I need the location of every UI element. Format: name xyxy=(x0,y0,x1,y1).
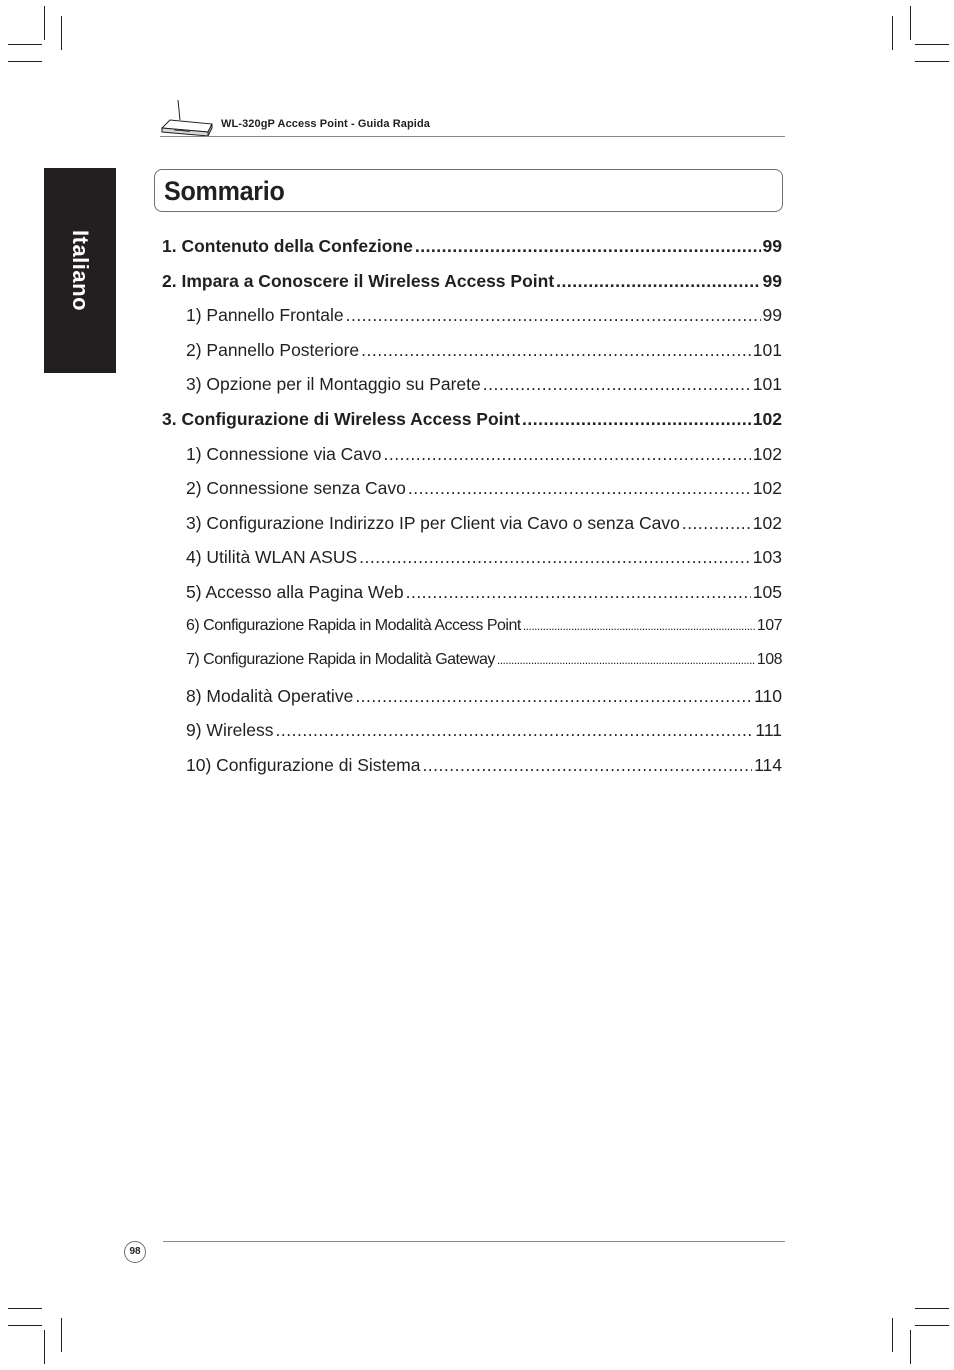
crop-mark xyxy=(8,44,42,45)
crop-mark xyxy=(915,44,949,45)
toc-entry-text: 5) Accesso alla Pagina Web xyxy=(186,581,404,602)
toc-entry[interactable] xyxy=(162,444,782,479)
toc-entry[interactable] xyxy=(162,755,782,790)
crop-mark xyxy=(910,6,911,40)
page-number-badge: 98 xyxy=(124,1241,146,1263)
toc-entry[interactable] xyxy=(162,478,782,513)
toc-entry[interactable] xyxy=(162,582,782,617)
toc-page-number: 101 xyxy=(752,339,782,360)
toc-entry[interactable] xyxy=(162,651,782,686)
toc-page-number: 111 xyxy=(755,720,782,741)
toc-entry-text: 4) Utilità WLAN ASUS xyxy=(186,547,358,568)
toc-page-number: 102 xyxy=(752,408,782,429)
toc-page-number: 103 xyxy=(752,547,782,568)
crop-mark xyxy=(8,61,42,62)
toc-entry-text: 9) Wireless xyxy=(186,720,274,741)
title-box xyxy=(154,169,783,212)
dot-leader xyxy=(497,653,755,667)
document-title: WL-320gP Access Point - Guida Rapida xyxy=(221,118,430,130)
toc-entry-text: 7) Configurazione Rapida in Modalità Gateway xyxy=(186,651,495,669)
crop-mark xyxy=(915,1308,949,1309)
toc-entry[interactable] xyxy=(162,513,782,548)
toc-entry[interactable] xyxy=(162,547,782,582)
toc-page-number: 99 xyxy=(762,270,782,291)
router-device-icon xyxy=(160,98,216,138)
crop-mark xyxy=(61,1318,62,1352)
dot-leader xyxy=(682,513,751,534)
dot-leader xyxy=(422,755,752,776)
dot-leader xyxy=(522,409,751,430)
toc-page-number: 99 xyxy=(762,236,782,256)
crop-mark xyxy=(915,1325,949,1326)
toc-page-number: 108 xyxy=(756,651,782,669)
toc-page-number: 110 xyxy=(754,685,782,706)
toc-page-number: 105 xyxy=(752,581,782,602)
header-rule xyxy=(160,136,785,137)
footer-rule xyxy=(163,1241,785,1242)
toc-entry-text: 6) Configurazione Rapida in Modalità Access Point xyxy=(186,616,521,634)
toc-entry-text: 3) Configurazione Indirizzo IP per Client via Cavo o senza Cavo xyxy=(186,512,680,533)
toc-entry-text: 2) Connessione senza Cavo xyxy=(186,478,406,499)
toc-entry-text: 1) Pannello Frontale xyxy=(186,305,344,326)
toc-entry[interactable] xyxy=(162,305,782,340)
toc-page-number: 107 xyxy=(756,616,782,634)
toc-entry-text: 1. Contenuto della Confezione xyxy=(162,236,413,256)
toc-entry-text: 2. Impara a Conoscere il Wireless Access Point xyxy=(162,270,555,291)
dot-leader xyxy=(523,619,755,633)
dot-leader xyxy=(483,374,751,395)
dot-leader xyxy=(361,340,751,361)
toc-entry-text: 2) Pannello Posteriore xyxy=(186,339,360,360)
toc-entry-text: 3. Configurazione di Wireless Access Point xyxy=(162,408,521,429)
toc-page-number: 102 xyxy=(752,478,782,499)
dot-leader xyxy=(346,305,761,326)
toc-page-number: 99 xyxy=(762,305,782,326)
crop-mark xyxy=(8,1308,42,1309)
toc-entry[interactable] xyxy=(162,374,782,409)
page-title: Sommario xyxy=(164,176,285,206)
dot-leader xyxy=(384,444,751,465)
toc-entry-text: 8) Modalità Operative xyxy=(186,685,354,706)
toc-page-number: 102 xyxy=(752,443,782,464)
toc-entry[interactable] xyxy=(162,720,782,755)
toc-entry[interactable] xyxy=(162,271,782,306)
table-of-contents xyxy=(162,236,782,790)
dot-leader xyxy=(406,582,751,603)
toc-entry[interactable] xyxy=(162,340,782,375)
dot-leader xyxy=(359,547,751,568)
dot-leader xyxy=(276,720,754,741)
toc-entry[interactable] xyxy=(162,617,782,652)
page-header xyxy=(160,98,785,138)
toc-entry-text: 1) Connessione via Cavo xyxy=(186,443,382,464)
crop-mark xyxy=(8,1325,42,1326)
toc-entry-text: 3) Opzione per il Montaggio su Parete xyxy=(186,374,481,395)
toc-entry-text: 10) Configurazione di Sistema xyxy=(186,754,421,775)
dot-leader xyxy=(556,271,760,292)
toc-page-number: 114 xyxy=(754,754,782,775)
dot-leader xyxy=(415,236,761,257)
crop-mark xyxy=(61,16,62,50)
language-tab xyxy=(44,168,116,373)
crop-mark xyxy=(892,16,893,50)
toc-page-number: 101 xyxy=(752,374,782,395)
toc-page-number: 102 xyxy=(752,512,782,533)
language-label: Italiano xyxy=(68,230,93,312)
toc-entry[interactable] xyxy=(162,409,782,444)
crop-mark xyxy=(44,1330,45,1364)
toc-entry[interactable] xyxy=(162,236,782,271)
dot-leader xyxy=(408,478,751,499)
toc-entry[interactable] xyxy=(162,686,782,721)
crop-mark xyxy=(915,61,949,62)
crop-mark xyxy=(44,6,45,40)
dot-leader xyxy=(355,686,752,707)
crop-mark xyxy=(892,1318,893,1352)
crop-mark xyxy=(910,1330,911,1364)
